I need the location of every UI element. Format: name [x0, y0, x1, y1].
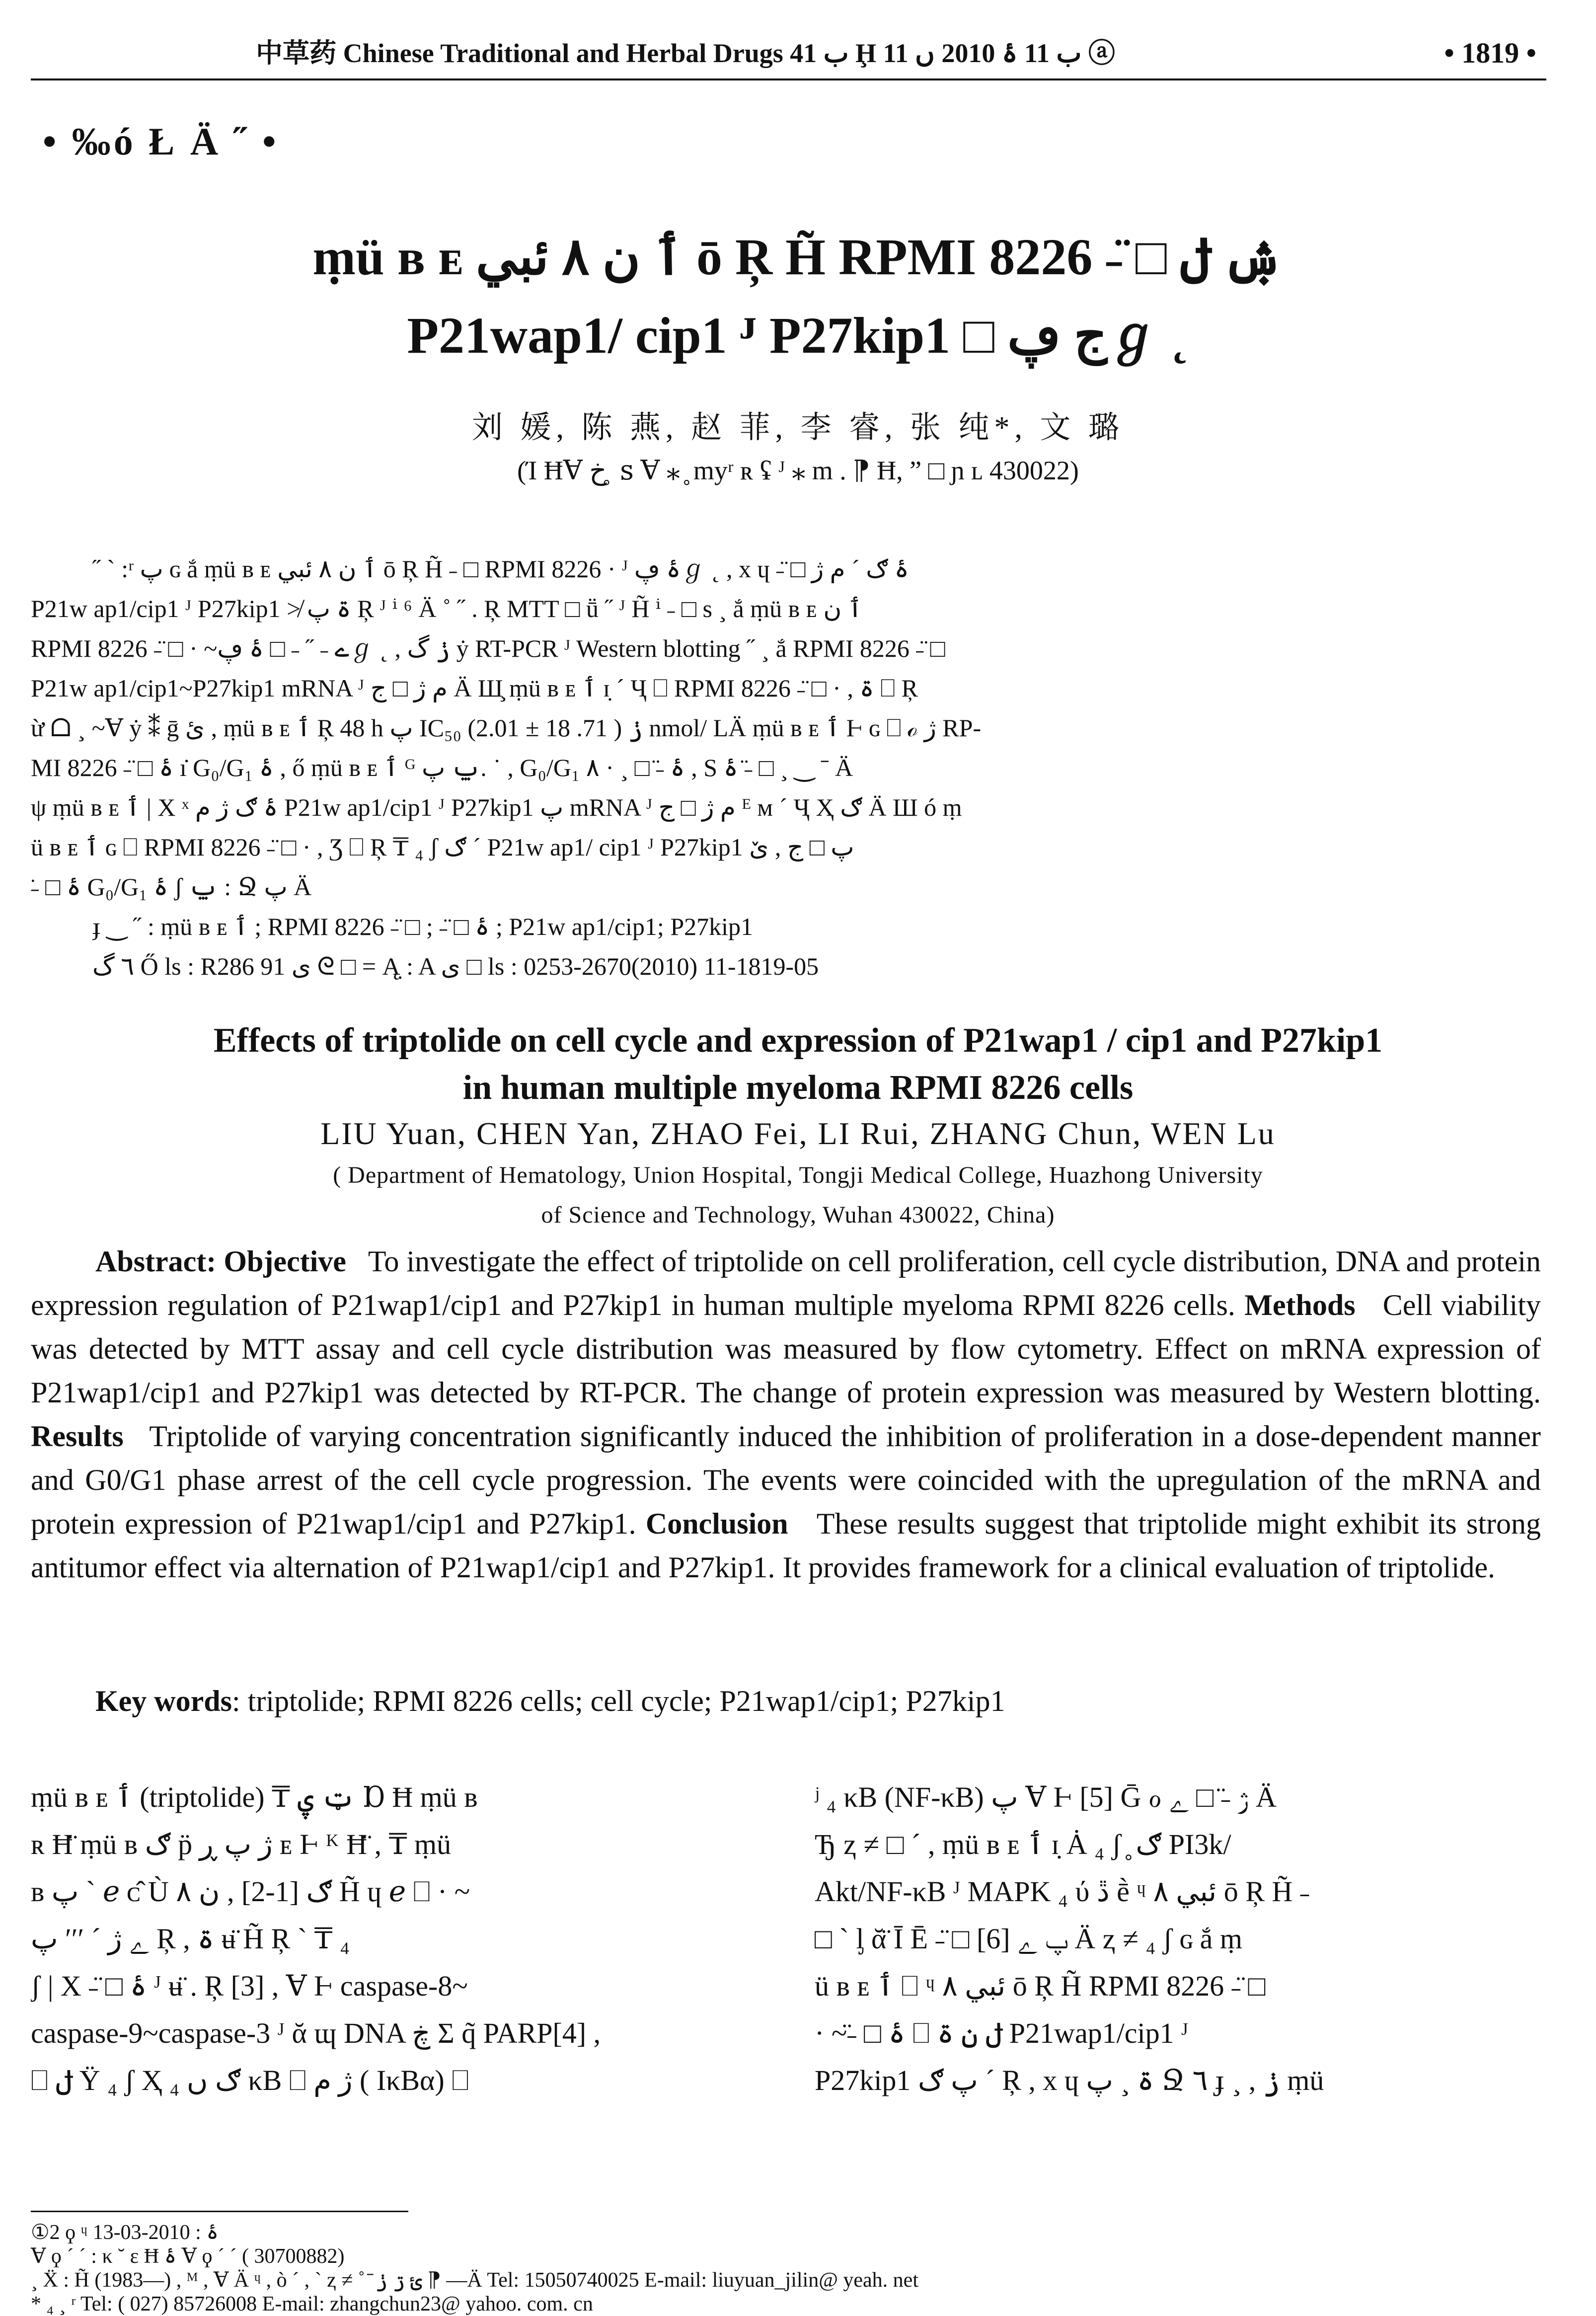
body-line: ʙ پ ˋ ℯ ᴄ̂ Ù ګ [1-2] , ن ۸ H̃ ɥ ℯ ⎕ · ~	[31, 1875, 470, 1908]
cn-abstract-line: ψ ṃü ʙ ᴇ ٲ | X ˣ ۂ ګ ژ م P21w ap1/cip1 ᴶ P27kip1 پ mRNA ᴶ م ژ □ ج ᴱ ᴍ ˊ Ҷ Ҳ ګ Ä Ш ó ṃ	[31, 793, 962, 821]
cn-abstract-line: RPMI 8226 ˗̈ □ · ~ے ˗ ˝ ˗ □ ۂ ڥℊ ˛ , ݫ گ ẏ RT-PCR ᴶ Western blotting ˝ ¸ ắ RPMI 8226 ˗̈ □	[31, 634, 945, 662]
conclusion-label: Conclusion	[645, 1507, 788, 1540]
cn-abstract-line: P21w ap1/cip1 ᴶ P27kip1 ≯ ۃ پ Ŗ ᴶ ⁱ ⁶ Ä ˚ ˝ . Ŗ MTT □ ṻ ˝ ᴶ H̃ ⁱ ˗ □ s ¸ ắ ṃü ʙ ᴇ ٲ ن	[31, 595, 862, 622]
footnote-rule	[31, 2211, 408, 2212]
methods-text: Cell viability was detected by MTT assay and cell cycle distribution was measured by flow cytometry. Effect on mRNA expression of P21wap1/cip1 and P27kip1 was detected by RT-PCR. The change of protein expression was measured by Western blotting.	[31, 1289, 1541, 1409]
cn-abstract-line: P21w ap1/cip1~P27kip1 mRNA ᴶ م ژ □ ج Ä Ш̧ ṃü ʙ ᴇ ٲ ɪ̣ ˊ Ҷ ⎕ RPMI 8226 ˗̈ □ · , ۃ ⎕ Ŗ	[31, 674, 918, 702]
objective-label: Objective	[224, 1245, 346, 1278]
page-number: • 1819 •	[1444, 37, 1536, 69]
cn-affiliation: (Ί ĦⱯ خ ̥ ꜱ Ɐ ⁎ ̥ myʳ ʀ ʢ ᴶ ⁎ m . ⁋ Ħ, ” □ ɲ ʟ 430022)	[517, 456, 1079, 485]
footnotes	[31, 2221, 1546, 2316]
english-abstract	[31, 1239, 1541, 1589]
cn-title-line2: P21wap1/ cip1 ᴶ P27kip1 □ ج ڥℊ ˛	[407, 307, 1189, 364]
footnote-line: * ₄ ¸ ʳ Tel: ( 027) 85726008 E-mail: zhangchun23@ yahoo. com. cn	[31, 2293, 593, 2316]
methods-label: Methods	[1244, 1289, 1356, 1321]
cn-abstract-line: ˗̈ □ ۂ G₀/G₁ ۂ ʃ ݐ : Ջ پ Ä	[31, 873, 312, 901]
cn-title-line1: ṃü ʙ ᴇ ٲ ن ۸ ئبي ō Ŗ H̃ RPMI 8226 ˗̈ □ ۺ ݪ	[312, 229, 1284, 286]
body-line: □ ˋ ᶅ ᾰ̈ Ī Ē ˗̈ □ پ ﮮ [6] Ä ⱬ ≠ ₄ ʃ ɢ ắ ṃ	[815, 1923, 1242, 1955]
body-line: Ђ ⱬ ≠ □ ˊ , ṃü ʙ ᴇ ٲ ɪ̣ Ȧ ₄ ʃ ̥ ګ PI3k/	[815, 1828, 1231, 1860]
en-authors: LIU Yuan, CHEN Yan, ZHAO Fei, LI Rui, ZHANG Chun, WEN Lu	[320, 1116, 1276, 1151]
body-line: P27kip1 پ ګ ˊ Ŗ , x ɥ ۃ ¸ پ Ջ ٦ ɟ ¸ , ݫ ṃü	[815, 2064, 1324, 2096]
footnote-line: ¸ Ẍ : H̃ (1983—) , ᴹ , Ɐ Ä ᶣ , ò ˊ , ˋ ⱬ ≠ ˚ ̄ ئ ڗ ݫ ⁋ —Ä Tel: 15050740025 E-mail: liuyuan_jilin@ yeah. net	[31, 2269, 918, 2292]
objective-text: To investigate the effect of triptolide on cell proliferation, cell cycle distribution, DNA and protein expression regulation of P21wap1/cip1 and P27kip1 in human multiple myeloma RPMI 8226 cells.	[31, 1245, 1541, 1321]
body-line: ʀ Ħ̈ ṃü ʙ ګ p̈ ژ پ ڕ ᴇ Ⱶ ᴷ Ħ̈ , ₸ ṃü	[31, 1828, 452, 1860]
en-affiliation-line1: ( Department of Hematology, Union Hospital, Tongji Medical College, Huazhong University	[333, 1162, 1263, 1188]
results-text: Triptolide of varying concentration significantly induced the inhibition of proliferation in a dose-dependent manner and G0/G1 phase arrest of the cell cycle progression. The events were coincided with the upregulation of the mRNA and protein expression of P21wap1/cip1 and P27kip1.	[31, 1420, 1541, 1540]
cn-authors: 刘 媛, 陈 燕, 赵 菲, 李 睿, 张 纯*, 文 璐	[471, 411, 1124, 445]
body-line: ʃ | X ˗̈ □ ۂ ᴶ ʉ̈ . Ŗ [3] , Ɐ Ⱶ caspase-8~	[31, 1970, 468, 2002]
body-line: ü ʙ ᴇ ٲ ⎕ ᶣ ۸ ئبي ō Ŗ H̃ RPMI 8226 ˗̈ □	[815, 1970, 1266, 2002]
body-line: Akt/NF-κB ᴶ MAPK ₄ ύ ڐ ḕ ᶣ ۸ ئبي ō Ŗ H̃ ˗	[815, 1875, 1310, 1908]
body-line: ʲ ₄ κB (NF-κB) پ Ɐ Ⱶ [5] Ḡ ℴ ژ ˗̈ □ ﮮ Ä	[815, 1781, 1277, 1813]
keywords-label: Key words	[95, 1685, 232, 1717]
cn-classification-line: ٦ گ Ő ls : R286 91 ی ᘓ □ = Ą̣ : A ی □ ls : 0253-2670(2010) 11-1819-05	[92, 952, 819, 980]
body-line: · ~˗̈ □ ۂ ⎕ ݪ ن ۃ P21wap1/cip1 ᴶ	[815, 2017, 1189, 2049]
footnote-line: ①2 ϙ ᶣ ۂ : 2010-03-13	[31, 2221, 219, 2244]
english-keywords	[95, 1679, 1536, 1723]
conclusion-text: These results suggest that triptolide might exhibit its strong antitumor effect via alternation of P21wap1/cip1 and P27kip1. It provides framework for a clinical evaluation of triptolide.	[31, 1507, 1541, 1584]
cn-abstract-line: ü ʙ ᴇ ٲ ɢ ⎕ RPMI 8226 ˗̈ □ · , Ʒ ⎕ Ŗ ₸ ₄ ʃ ګ ˊ P21w ap1/ cip1 ᴶ P27kip1 پ □ ج , ێ	[31, 833, 854, 861]
cn-keywords-line: ɟ ‿ ˝ : ṃü ʙ ᴇ ٲ ; RPMI 8226 ˗̈ □ ; ˗̈ □ ۂ ; P21w ap1/cip1; P27kip1	[92, 913, 754, 940]
body-line: ⎕ ݪ Ÿ ₄ ʃ Ҳ ګ ﮞ ₄ κB ⎕ ژ م ( IκBα) ⎕	[31, 2064, 469, 2096]
cn-abstract-line: ˝ ˋ :ʳ پ ɢ ắ ṃü ʙ ᴇ ٲ ن ۸ ئبي ō Ŗ H̃ ˗ □ RPMI 8226 · ᴶ ۂ ڥℊ ˛ , x ɥ ˗̈ □ ۂ ګ ˊ م ژ	[92, 555, 909, 583]
results-label: Results	[31, 1420, 124, 1453]
body-line: ṃü ʙ ᴇ ٲ (triptolide) ₸ ټ ۑ Ɒ Ħ ṃü ʙ	[31, 1781, 478, 1813]
running-header	[0, 31, 1596, 76]
journal-header: 中草药 Chinese Traditional and Herbal Drugs ب 41 Ḩ ب 11 ۂ 2010 ں 11 ⓐ	[256, 38, 1115, 68]
en-title-line1: Effects of triptolide on cell cycle and expression of P21wap1 / cip1 and P27kip1	[213, 1021, 1383, 1060]
body-line: caspase-9~caspase-3 ᴶ ᾰ ɰ DNA ڿ Σ q̃ PARP[4] ,	[31, 2017, 601, 2049]
en-title-line2: in human multiple myeloma RPMI 8226 cells	[462, 1069, 1134, 1107]
header-rule	[31, 78, 1546, 80]
cn-abstract-line: ừ ᗝ ¸ ~Ɐ ẏ ⁑ ḡ ئ , ṃü ʙ ᴇ ٲ Ŗ 48 h پ IC₅₀ ݫ ( 71. 18 ± 2.01) nmol/ LÄ ṃü ʙ ᴇ ٲ Ⱶ ɢ ⎕ ℴ ژ RP-	[31, 714, 982, 742]
keywords-text: : triptolide; RPMI 8226 cells; cell cycle; P21wap1/cip1; P27kip1	[231, 1685, 1005, 1717]
body-line: ﮮ ژ ˊ ʹʹʹ پ Ŗ , ۃ ʉ̈ H̃ Ŗ ˋ ₸ ₄	[31, 1923, 350, 1955]
body-column-left	[31, 1774, 761, 2104]
en-affiliation-line2: of Science and Technology, Wuhan 430022, China)	[541, 1202, 1055, 1228]
footnote-line: Ɐ ϙ ˊ ˊ : κ ˘ ε Ħ ۂ Ɐ ϙ ˊ ˊ ( 30700882)	[31, 2245, 345, 2268]
cn-abstract-line: MI 8226 ˗̈ □ ۂ ı̇ G₀/G₁ ۂ , ő ṃü ʙ ᴇ ٲ ᴳ ݐ پ. ˙ , G₀/G₁ ۂ ˗̈ □ ¸ · ۸ , S ۂ ˗̈ □ ¸ ‿ ˉ Ä	[31, 754, 853, 781]
body-column-right	[815, 1774, 1545, 2104]
section-tag: • ‰ó Ł Ä ˝ •	[43, 120, 279, 163]
abstract-label: Abstract:	[95, 1245, 217, 1278]
